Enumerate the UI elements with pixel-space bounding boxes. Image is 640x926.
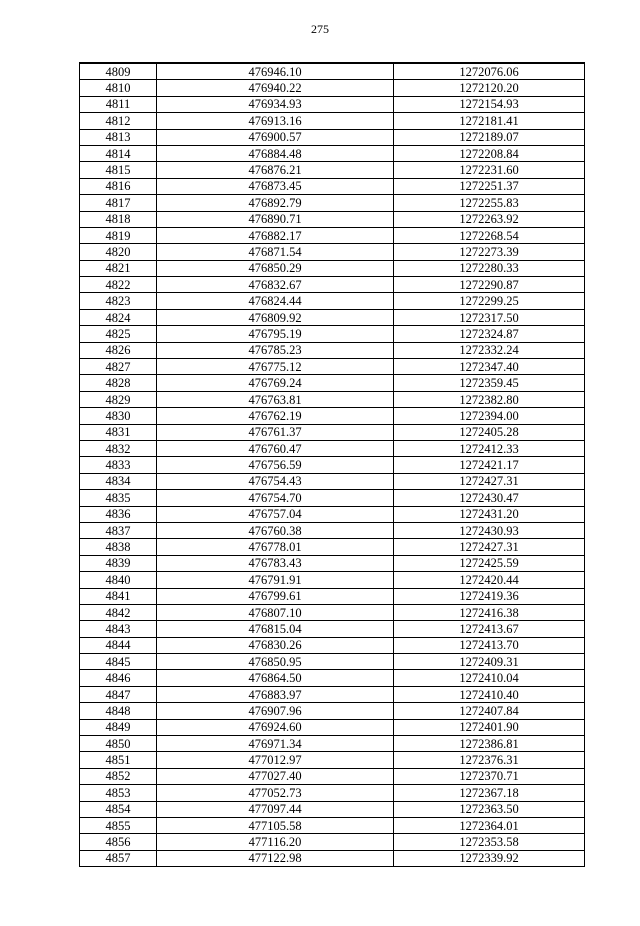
table-row	[80, 162, 585, 178]
y-coordinate-cell: 1272208.84	[394, 145, 585, 161]
table-row	[80, 96, 585, 112]
point-number-cell: 4839	[80, 555, 157, 571]
x-coordinate-cell: 476769.24	[157, 375, 394, 391]
y-coordinate-cell: 1272299.25	[394, 293, 585, 309]
point-number-cell: 4833	[80, 457, 157, 473]
x-coordinate-cell: 476756.59	[157, 457, 394, 473]
y-coordinate-cell: 1272273.39	[394, 244, 585, 260]
table-row	[80, 621, 585, 637]
x-coordinate-cell: 476913.16	[157, 113, 394, 129]
point-number-cell: 4850	[80, 736, 157, 752]
table-row	[80, 817, 585, 833]
x-coordinate-cell: 476775.12	[157, 359, 394, 375]
x-coordinate-cell: 476778.01	[157, 539, 394, 555]
y-coordinate-cell: 1272363.50	[394, 801, 585, 817]
point-number-cell: 4847	[80, 686, 157, 702]
point-number-cell: 4814	[80, 145, 157, 161]
point-number-cell: 4845	[80, 654, 157, 670]
table-row	[80, 850, 585, 866]
point-number-cell: 4843	[80, 621, 157, 637]
y-coordinate-cell: 1272394.00	[394, 408, 585, 424]
table-row	[80, 506, 585, 522]
x-coordinate-cell: 477097.44	[157, 801, 394, 817]
y-coordinate-cell: 1272280.33	[394, 260, 585, 276]
y-coordinate-cell: 1272251.37	[394, 178, 585, 194]
y-coordinate-cell: 1272420.44	[394, 572, 585, 588]
table-row	[80, 670, 585, 686]
x-coordinate-cell: 476864.50	[157, 670, 394, 686]
x-coordinate-cell: 476883.97	[157, 686, 394, 702]
table-row	[80, 375, 585, 391]
table-row	[80, 277, 585, 293]
point-number-cell: 4844	[80, 637, 157, 653]
y-coordinate-cell: 1272430.47	[394, 490, 585, 506]
table-row	[80, 457, 585, 473]
point-number-cell: 4826	[80, 342, 157, 358]
table-row	[80, 539, 585, 555]
point-number-cell: 4824	[80, 309, 157, 325]
y-coordinate-cell: 1272324.87	[394, 326, 585, 342]
x-coordinate-cell: 476762.19	[157, 408, 394, 424]
table-row	[80, 834, 585, 850]
x-coordinate-cell: 476783.43	[157, 555, 394, 571]
x-coordinate-cell: 476760.47	[157, 440, 394, 456]
x-coordinate-cell: 476892.79	[157, 195, 394, 211]
point-number-cell: 4829	[80, 391, 157, 407]
table-row	[80, 572, 585, 588]
table-row	[80, 80, 585, 96]
x-coordinate-cell: 476754.70	[157, 490, 394, 506]
y-coordinate-cell: 1272332.24	[394, 342, 585, 358]
y-coordinate-cell: 1272268.54	[394, 227, 585, 243]
y-coordinate-cell: 1272427.31	[394, 473, 585, 489]
point-number-cell: 4813	[80, 129, 157, 145]
point-number-cell: 4822	[80, 277, 157, 293]
y-coordinate-cell: 1272419.36	[394, 588, 585, 604]
coordinates-table	[79, 62, 585, 867]
table-row	[80, 588, 585, 604]
x-coordinate-cell: 476907.96	[157, 703, 394, 719]
point-number-cell: 4828	[80, 375, 157, 391]
point-number-cell: 4835	[80, 490, 157, 506]
point-number-cell: 4831	[80, 424, 157, 440]
x-coordinate-cell: 476807.10	[157, 604, 394, 620]
point-number-cell: 4837	[80, 522, 157, 538]
point-number-cell: 4854	[80, 801, 157, 817]
table-row	[80, 522, 585, 538]
x-coordinate-cell: 476809.92	[157, 309, 394, 325]
point-number-cell: 4848	[80, 703, 157, 719]
y-coordinate-cell: 1272386.81	[394, 736, 585, 752]
x-coordinate-cell: 476761.37	[157, 424, 394, 440]
y-coordinate-cell: 1272370.71	[394, 768, 585, 784]
table-row	[80, 227, 585, 243]
y-coordinate-cell: 1272364.01	[394, 817, 585, 833]
table-row	[80, 391, 585, 407]
point-number-cell: 4823	[80, 293, 157, 309]
point-number-cell: 4846	[80, 670, 157, 686]
table-row	[80, 752, 585, 768]
point-number-cell: 4832	[80, 440, 157, 456]
x-coordinate-cell: 476873.45	[157, 178, 394, 194]
point-number-cell: 4825	[80, 326, 157, 342]
y-coordinate-cell: 1272409.31	[394, 654, 585, 670]
x-coordinate-cell: 477105.58	[157, 817, 394, 833]
x-coordinate-cell: 477027.40	[157, 768, 394, 784]
point-number-cell: 4849	[80, 719, 157, 735]
y-coordinate-cell: 1272407.84	[394, 703, 585, 719]
table-row	[80, 359, 585, 375]
y-coordinate-cell: 1272347.40	[394, 359, 585, 375]
y-coordinate-cell: 1272416.38	[394, 604, 585, 620]
point-number-cell: 4840	[80, 572, 157, 588]
point-number-cell: 4836	[80, 506, 157, 522]
x-coordinate-cell: 476900.57	[157, 129, 394, 145]
table-row	[80, 326, 585, 342]
table-row	[80, 129, 585, 145]
table-row	[80, 424, 585, 440]
point-number-cell: 4834	[80, 473, 157, 489]
y-coordinate-cell: 1272382.80	[394, 391, 585, 407]
table-row	[80, 440, 585, 456]
point-number-cell: 4821	[80, 260, 157, 276]
table-row	[80, 719, 585, 735]
y-coordinate-cell: 1272255.83	[394, 195, 585, 211]
x-coordinate-cell: 476871.54	[157, 244, 394, 260]
y-coordinate-cell: 1272231.60	[394, 162, 585, 178]
table-row	[80, 342, 585, 358]
point-number-cell: 4811	[80, 96, 157, 112]
x-coordinate-cell: 477116.20	[157, 834, 394, 850]
point-number-cell: 4819	[80, 227, 157, 243]
table-row	[80, 686, 585, 702]
y-coordinate-cell: 1272181.41	[394, 113, 585, 129]
table-row	[80, 293, 585, 309]
y-coordinate-cell: 1272189.07	[394, 129, 585, 145]
x-coordinate-cell: 476830.26	[157, 637, 394, 653]
y-coordinate-cell: 1272376.31	[394, 752, 585, 768]
x-coordinate-cell: 476934.93	[157, 96, 394, 112]
y-coordinate-cell: 1272425.59	[394, 555, 585, 571]
x-coordinate-cell: 477052.73	[157, 785, 394, 801]
y-coordinate-cell: 1272359.45	[394, 375, 585, 391]
y-coordinate-cell: 1272421.17	[394, 457, 585, 473]
x-coordinate-cell: 476882.17	[157, 227, 394, 243]
table-row	[80, 211, 585, 227]
y-coordinate-cell: 1272430.93	[394, 522, 585, 538]
point-number-cell: 4857	[80, 850, 157, 866]
table-row	[80, 703, 585, 719]
table-row	[80, 768, 585, 784]
point-number-cell: 4817	[80, 195, 157, 211]
y-coordinate-cell: 1272412.33	[394, 440, 585, 456]
y-coordinate-cell: 1272413.67	[394, 621, 585, 637]
y-coordinate-cell: 1272410.04	[394, 670, 585, 686]
point-number-cell: 4830	[80, 408, 157, 424]
x-coordinate-cell: 476763.81	[157, 391, 394, 407]
y-coordinate-cell: 1272367.18	[394, 785, 585, 801]
x-coordinate-cell: 476850.95	[157, 654, 394, 670]
y-coordinate-cell: 1272263.92	[394, 211, 585, 227]
table-row	[80, 244, 585, 260]
y-coordinate-cell: 1272317.50	[394, 309, 585, 325]
x-coordinate-cell: 476754.43	[157, 473, 394, 489]
point-number-cell: 4841	[80, 588, 157, 604]
y-coordinate-cell: 1272413.70	[394, 637, 585, 653]
point-number-cell: 4852	[80, 768, 157, 784]
point-number-cell: 4827	[80, 359, 157, 375]
point-number-cell: 4851	[80, 752, 157, 768]
point-number-cell: 4820	[80, 244, 157, 260]
table-row	[80, 260, 585, 276]
x-coordinate-cell: 476876.21	[157, 162, 394, 178]
x-coordinate-cell: 476946.10	[157, 63, 394, 80]
y-coordinate-cell: 1272405.28	[394, 424, 585, 440]
y-coordinate-cell: 1272339.92	[394, 850, 585, 866]
x-coordinate-cell: 476757.04	[157, 506, 394, 522]
table-row	[80, 654, 585, 670]
table-row	[80, 145, 585, 161]
table-row	[80, 801, 585, 817]
y-coordinate-cell: 1272427.31	[394, 539, 585, 555]
table-row	[80, 178, 585, 194]
table-row	[80, 637, 585, 653]
point-number-cell: 4815	[80, 162, 157, 178]
y-coordinate-cell: 1272431.20	[394, 506, 585, 522]
x-coordinate-cell: 476785.23	[157, 342, 394, 358]
x-coordinate-cell: 476832.67	[157, 277, 394, 293]
table-row	[80, 736, 585, 752]
y-coordinate-cell: 1272076.06	[394, 63, 585, 80]
table-row	[80, 309, 585, 325]
point-number-cell: 4838	[80, 539, 157, 555]
point-number-cell: 4855	[80, 817, 157, 833]
point-number-cell: 4818	[80, 211, 157, 227]
x-coordinate-cell: 476924.60	[157, 719, 394, 735]
x-coordinate-cell: 476795.19	[157, 326, 394, 342]
y-coordinate-cell: 1272154.93	[394, 96, 585, 112]
point-number-cell: 4809	[80, 63, 157, 80]
x-coordinate-cell: 476850.29	[157, 260, 394, 276]
point-number-cell: 4812	[80, 113, 157, 129]
x-coordinate-cell: 476824.44	[157, 293, 394, 309]
x-coordinate-cell: 476815.04	[157, 621, 394, 637]
y-coordinate-cell: 1272410.40	[394, 686, 585, 702]
table-row	[80, 195, 585, 211]
table-row	[80, 473, 585, 489]
x-coordinate-cell: 476971.34	[157, 736, 394, 752]
y-coordinate-cell: 1272290.87	[394, 277, 585, 293]
x-coordinate-cell: 476940.22	[157, 80, 394, 96]
point-number-cell: 4853	[80, 785, 157, 801]
x-coordinate-cell: 476799.61	[157, 588, 394, 604]
point-number-cell: 4856	[80, 834, 157, 850]
point-number-cell: 4842	[80, 604, 157, 620]
table-row	[80, 555, 585, 571]
table-row	[80, 408, 585, 424]
table-row	[80, 63, 585, 80]
y-coordinate-cell: 1272120.20	[394, 80, 585, 96]
coordinates-table-body	[80, 63, 585, 867]
table-row	[80, 113, 585, 129]
x-coordinate-cell: 477012.97	[157, 752, 394, 768]
point-number-cell: 4810	[80, 80, 157, 96]
x-coordinate-cell: 477122.98	[157, 850, 394, 866]
x-coordinate-cell: 476890.71	[157, 211, 394, 227]
table-row	[80, 490, 585, 506]
table-row	[80, 785, 585, 801]
x-coordinate-cell: 476791.91	[157, 572, 394, 588]
point-number-cell: 4816	[80, 178, 157, 194]
page-number: 275	[311, 22, 329, 36]
y-coordinate-cell: 1272353.58	[394, 834, 585, 850]
x-coordinate-cell: 476884.48	[157, 145, 394, 161]
y-coordinate-cell: 1272401.90	[394, 719, 585, 735]
table-row	[80, 604, 585, 620]
x-coordinate-cell: 476760.38	[157, 522, 394, 538]
